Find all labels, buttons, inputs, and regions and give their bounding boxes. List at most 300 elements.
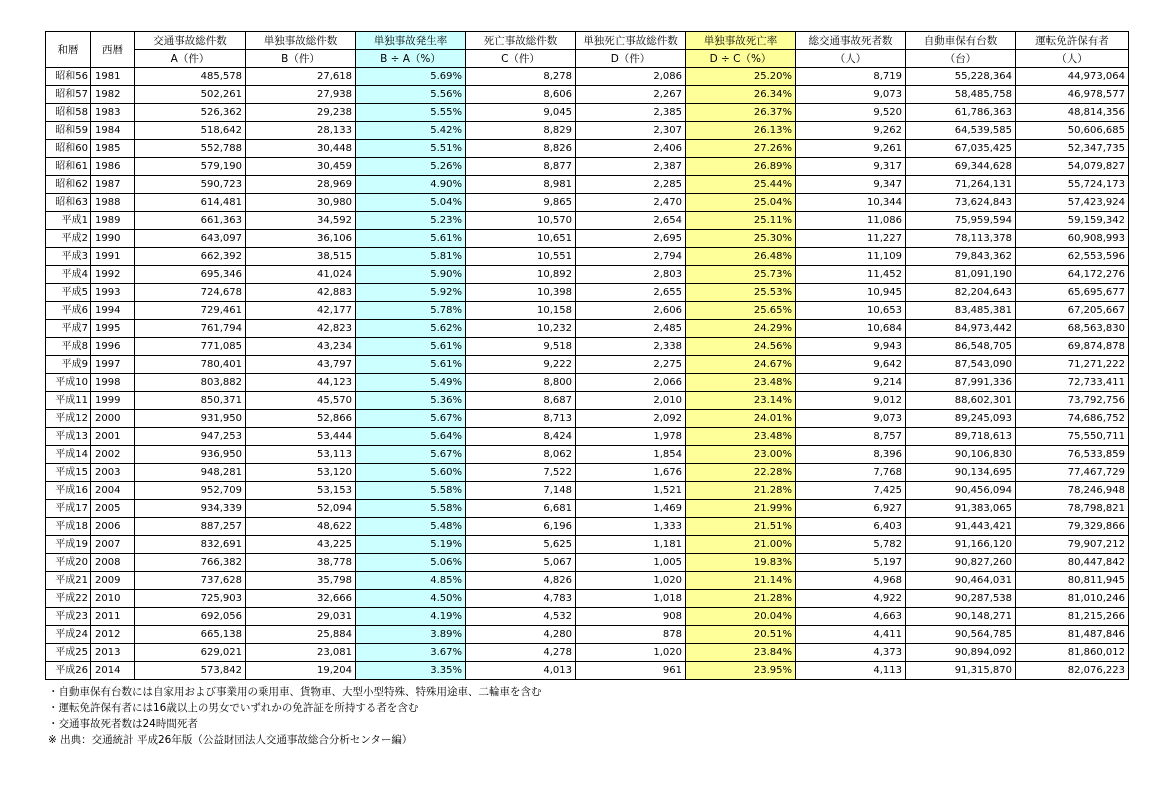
cell-era: 平成20 <box>46 554 91 572</box>
cell-single-accidents: 27,618 <box>246 68 356 86</box>
cell-total-accidents: 761,794 <box>135 320 246 338</box>
cell-era: 平成7 <box>46 320 91 338</box>
table-row <box>46 212 1129 230</box>
cell-era: 平成11 <box>46 392 91 410</box>
cell-single-accidents: 30,459 <box>246 158 356 176</box>
cell-fatal-accidents: 6,681 <box>466 500 576 518</box>
header-single-fatality-rate: 単独事故死亡率 <box>686 32 796 50</box>
cell-single-accident-rate: 5.19% <box>356 536 466 554</box>
header-total-accidents: 交通事故総件数 <box>135 32 246 50</box>
cell-total-deaths: 6,403 <box>796 518 906 536</box>
cell-single-fatal-accidents: 1,854 <box>576 446 686 464</box>
accident-statistics-table <box>45 31 1129 680</box>
cell-fatal-accidents: 4,280 <box>466 626 576 644</box>
cell-era: 昭和63 <box>46 194 91 212</box>
cell-era: 平成1 <box>46 212 91 230</box>
cell-fatal-accidents: 4,278 <box>466 644 576 662</box>
cell-single-accident-rate: 5.61% <box>356 338 466 356</box>
cell-fatal-accidents: 6,196 <box>466 518 576 536</box>
cell-total-deaths: 10,684 <box>796 320 906 338</box>
cell-total-deaths: 4,373 <box>796 644 906 662</box>
cell-fatal-accidents: 8,800 <box>466 374 576 392</box>
cell-single-accident-rate: 5.58% <box>356 500 466 518</box>
cell-vehicles-owned: 73,624,843 <box>906 194 1016 212</box>
cell-year: 1987 <box>91 176 135 194</box>
cell-total-accidents: 737,628 <box>135 572 246 590</box>
cell-fatal-accidents: 5,625 <box>466 536 576 554</box>
cell-single-fatality-rate: 25.20% <box>686 68 796 86</box>
cell-vehicles-owned: 91,315,870 <box>906 662 1016 680</box>
cell-single-accident-rate: 5.92% <box>356 284 466 302</box>
cell-era: 平成4 <box>46 266 91 284</box>
cell-single-fatal-accidents: 2,485 <box>576 320 686 338</box>
cell-total-accidents: 803,882 <box>135 374 246 392</box>
cell-license-holders: 81,010,246 <box>1016 590 1129 608</box>
cell-single-fatal-accidents: 1,333 <box>576 518 686 536</box>
cell-era: 平成16 <box>46 482 91 500</box>
cell-single-fatality-rate: 22.28% <box>686 464 796 482</box>
cell-total-accidents: 590,723 <box>135 176 246 194</box>
cell-single-accident-rate: 5.67% <box>356 446 466 464</box>
cell-era: 平成9 <box>46 356 91 374</box>
cell-era: 平成13 <box>46 428 91 446</box>
cell-single-accidents: 42,177 <box>246 302 356 320</box>
cell-single-accidents: 30,448 <box>246 140 356 158</box>
cell-license-holders: 54,079,827 <box>1016 158 1129 176</box>
header-fatal-accidents: 死亡事故総件数 <box>466 32 576 50</box>
cell-year: 2007 <box>91 536 135 554</box>
cell-era: 昭和59 <box>46 122 91 140</box>
cell-vehicles-owned: 88,602,301 <box>906 392 1016 410</box>
cell-single-fatal-accidents: 2,385 <box>576 104 686 122</box>
cell-total-deaths: 10,344 <box>796 194 906 212</box>
cell-single-accidents: 45,570 <box>246 392 356 410</box>
cell-fatal-accidents: 10,651 <box>466 230 576 248</box>
cell-total-deaths: 4,968 <box>796 572 906 590</box>
cell-license-holders: 82,076,223 <box>1016 662 1129 680</box>
cell-fatal-accidents: 8,424 <box>466 428 576 446</box>
cell-year: 1990 <box>91 230 135 248</box>
cell-total-deaths: 7,425 <box>796 482 906 500</box>
footnotes <box>48 684 542 748</box>
cell-total-deaths: 10,653 <box>796 302 906 320</box>
cell-total-deaths: 5,197 <box>796 554 906 572</box>
cell-single-accidents: 53,120 <box>246 464 356 482</box>
cell-single-accidents: 38,778 <box>246 554 356 572</box>
cell-single-accident-rate: 5.04% <box>356 194 466 212</box>
cell-era: 平成2 <box>46 230 91 248</box>
cell-total-accidents: 931,950 <box>135 410 246 428</box>
cell-single-accidents: 27,938 <box>246 86 356 104</box>
cell-vehicles-owned: 67,035,425 <box>906 140 1016 158</box>
cell-year: 1993 <box>91 284 135 302</box>
cell-total-accidents: 502,261 <box>135 86 246 104</box>
header-unit: （人） <box>1016 50 1129 68</box>
cell-single-accidents: 53,113 <box>246 446 356 464</box>
header-era: 和暦 <box>46 32 91 68</box>
cell-total-accidents: 665,138 <box>135 626 246 644</box>
cell-year: 1983 <box>91 104 135 122</box>
cell-fatal-accidents: 4,013 <box>466 662 576 680</box>
cell-single-accidents: 43,234 <box>246 338 356 356</box>
cell-vehicles-owned: 89,718,613 <box>906 428 1016 446</box>
cell-era: 昭和60 <box>46 140 91 158</box>
cell-single-fatal-accidents: 2,086 <box>576 68 686 86</box>
cell-single-accident-rate: 5.06% <box>356 554 466 572</box>
header-single-accidents: 単独事故総件数 <box>246 32 356 50</box>
table-row <box>46 518 1129 536</box>
cell-single-fatality-rate: 25.04% <box>686 194 796 212</box>
cell-year: 1998 <box>91 374 135 392</box>
cell-year: 1997 <box>91 356 135 374</box>
cell-total-accidents: 614,481 <box>135 194 246 212</box>
cell-single-fatal-accidents: 2,794 <box>576 248 686 266</box>
cell-total-accidents: 692,056 <box>135 608 246 626</box>
cell-single-accident-rate: 5.81% <box>356 248 466 266</box>
cell-single-fatality-rate: 20.04% <box>686 608 796 626</box>
table-row <box>46 86 1129 104</box>
cell-single-fatality-rate: 25.65% <box>686 302 796 320</box>
cell-vehicles-owned: 90,106,830 <box>906 446 1016 464</box>
cell-license-holders: 64,172,276 <box>1016 266 1129 284</box>
cell-single-accident-rate: 5.69% <box>356 68 466 86</box>
cell-vehicles-owned: 90,464,031 <box>906 572 1016 590</box>
header-single-accident-rate: 単独事故発生率 <box>356 32 466 50</box>
cell-fatal-accidents: 4,532 <box>466 608 576 626</box>
cell-single-accidents: 53,444 <box>246 428 356 446</box>
cell-license-holders: 44,973,064 <box>1016 68 1129 86</box>
cell-license-holders: 50,606,685 <box>1016 122 1129 140</box>
cell-single-fatality-rate: 26.13% <box>686 122 796 140</box>
cell-fatal-accidents: 7,522 <box>466 464 576 482</box>
cell-fatal-accidents: 10,398 <box>466 284 576 302</box>
cell-license-holders: 62,553,596 <box>1016 248 1129 266</box>
cell-era: 平成8 <box>46 338 91 356</box>
cell-total-deaths: 11,452 <box>796 266 906 284</box>
cell-total-accidents: 573,842 <box>135 662 246 680</box>
cell-vehicles-owned: 87,543,090 <box>906 356 1016 374</box>
cell-vehicles-owned: 79,843,362 <box>906 248 1016 266</box>
header-unit: B ÷ A（%） <box>356 50 466 68</box>
table-row <box>46 446 1129 464</box>
header-unit: D ÷ C（%） <box>686 50 796 68</box>
cell-single-fatality-rate: 24.01% <box>686 410 796 428</box>
cell-single-fatality-rate: 21.99% <box>686 500 796 518</box>
cell-total-accidents: 832,691 <box>135 536 246 554</box>
cell-year: 2009 <box>91 572 135 590</box>
cell-single-accident-rate: 5.26% <box>356 158 466 176</box>
cell-total-accidents: 850,371 <box>135 392 246 410</box>
cell-total-accidents: 771,085 <box>135 338 246 356</box>
cell-fatal-accidents: 9,222 <box>466 356 576 374</box>
cell-fatal-accidents: 10,551 <box>466 248 576 266</box>
cell-total-deaths: 10,945 <box>796 284 906 302</box>
cell-era: 平成21 <box>46 572 91 590</box>
cell-single-accidents: 28,969 <box>246 176 356 194</box>
cell-single-fatality-rate: 26.48% <box>686 248 796 266</box>
cell-total-deaths: 4,411 <box>796 626 906 644</box>
cell-single-accident-rate: 5.56% <box>356 86 466 104</box>
cell-year: 2004 <box>91 482 135 500</box>
cell-single-fatal-accidents: 1,676 <box>576 464 686 482</box>
cell-single-fatal-accidents: 1,181 <box>576 536 686 554</box>
cell-year: 1995 <box>91 320 135 338</box>
cell-total-deaths: 6,927 <box>796 500 906 518</box>
cell-single-accident-rate: 3.67% <box>356 644 466 662</box>
cell-single-fatal-accidents: 2,275 <box>576 356 686 374</box>
table-row <box>46 590 1129 608</box>
cell-fatal-accidents: 8,278 <box>466 68 576 86</box>
cell-vehicles-owned: 90,287,538 <box>906 590 1016 608</box>
table-row <box>46 410 1129 428</box>
cell-vehicles-owned: 90,894,092 <box>906 644 1016 662</box>
cell-single-accident-rate: 5.58% <box>356 482 466 500</box>
cell-single-accident-rate: 5.60% <box>356 464 466 482</box>
cell-total-accidents: 695,346 <box>135 266 246 284</box>
cell-fatal-accidents: 10,892 <box>466 266 576 284</box>
cell-single-fatality-rate: 25.30% <box>686 230 796 248</box>
cell-total-accidents: 887,257 <box>135 518 246 536</box>
table-row <box>46 644 1129 662</box>
cell-vehicles-owned: 55,228,364 <box>906 68 1016 86</box>
cell-single-fatality-rate: 25.53% <box>686 284 796 302</box>
table-row <box>46 320 1129 338</box>
cell-single-accident-rate: 5.49% <box>356 374 466 392</box>
cell-single-fatality-rate: 21.51% <box>686 518 796 536</box>
cell-single-fatal-accidents: 2,010 <box>576 392 686 410</box>
table-body <box>46 68 1129 680</box>
table-row <box>46 302 1129 320</box>
cell-era: 昭和56 <box>46 68 91 86</box>
cell-license-holders: 78,246,948 <box>1016 482 1129 500</box>
cell-single-fatal-accidents: 2,338 <box>576 338 686 356</box>
cell-year: 2008 <box>91 554 135 572</box>
cell-single-fatality-rate: 27.26% <box>686 140 796 158</box>
cell-era: 昭和62 <box>46 176 91 194</box>
cell-era: 平成22 <box>46 590 91 608</box>
cell-era: 平成10 <box>46 374 91 392</box>
table-row <box>46 68 1129 86</box>
cell-single-accidents: 53,153 <box>246 482 356 500</box>
cell-single-fatal-accidents: 2,066 <box>576 374 686 392</box>
cell-single-accidents: 29,238 <box>246 104 356 122</box>
cell-year: 1985 <box>91 140 135 158</box>
cell-single-accidents: 29,031 <box>246 608 356 626</box>
cell-single-fatality-rate: 24.56% <box>686 338 796 356</box>
cell-single-fatality-rate: 25.44% <box>686 176 796 194</box>
cell-single-fatal-accidents: 2,307 <box>576 122 686 140</box>
cell-single-fatal-accidents: 1,020 <box>576 572 686 590</box>
cell-single-accidents: 52,094 <box>246 500 356 518</box>
cell-single-fatal-accidents: 2,606 <box>576 302 686 320</box>
cell-single-accidents: 43,797 <box>246 356 356 374</box>
cell-single-fatality-rate: 26.34% <box>686 86 796 104</box>
cell-vehicles-owned: 78,113,378 <box>906 230 1016 248</box>
cell-license-holders: 74,686,752 <box>1016 410 1129 428</box>
cell-single-accident-rate: 5.42% <box>356 122 466 140</box>
table-row <box>46 482 1129 500</box>
cell-total-deaths: 9,012 <box>796 392 906 410</box>
cell-single-fatality-rate: 24.29% <box>686 320 796 338</box>
cell-single-fatal-accidents: 2,092 <box>576 410 686 428</box>
cell-total-deaths: 11,227 <box>796 230 906 248</box>
cell-total-accidents: 526,362 <box>135 104 246 122</box>
cell-single-fatal-accidents: 2,654 <box>576 212 686 230</box>
table-row <box>46 140 1129 158</box>
cell-fatal-accidents: 9,045 <box>466 104 576 122</box>
cell-license-holders: 69,874,878 <box>1016 338 1129 356</box>
cell-single-fatal-accidents: 961 <box>576 662 686 680</box>
cell-vehicles-owned: 64,539,585 <box>906 122 1016 140</box>
table-row <box>46 194 1129 212</box>
cell-vehicles-owned: 90,827,260 <box>906 554 1016 572</box>
cell-single-fatality-rate: 23.95% <box>686 662 796 680</box>
cell-era: 平成6 <box>46 302 91 320</box>
cell-single-fatality-rate: 25.11% <box>686 212 796 230</box>
cell-fatal-accidents: 8,829 <box>466 122 576 140</box>
cell-single-fatal-accidents: 2,655 <box>576 284 686 302</box>
cell-year: 2013 <box>91 644 135 662</box>
cell-era: 平成18 <box>46 518 91 536</box>
cell-single-fatal-accidents: 1,469 <box>576 500 686 518</box>
cell-year: 1986 <box>91 158 135 176</box>
table-row <box>46 536 1129 554</box>
cell-total-accidents: 725,903 <box>135 590 246 608</box>
table-row <box>46 230 1129 248</box>
cell-fatal-accidents: 8,981 <box>466 176 576 194</box>
cell-single-accidents: 42,823 <box>246 320 356 338</box>
cell-license-holders: 52,347,735 <box>1016 140 1129 158</box>
cell-single-accidents: 44,123 <box>246 374 356 392</box>
header-unit: D（件） <box>576 50 686 68</box>
cell-total-accidents: 947,253 <box>135 428 246 446</box>
table-row <box>46 608 1129 626</box>
cell-total-accidents: 485,578 <box>135 68 246 86</box>
cell-fatal-accidents: 8,826 <box>466 140 576 158</box>
cell-era: 平成15 <box>46 464 91 482</box>
header-unit: （人） <box>796 50 906 68</box>
cell-single-fatal-accidents: 1,018 <box>576 590 686 608</box>
cell-single-accident-rate: 5.64% <box>356 428 466 446</box>
cell-year: 2010 <box>91 590 135 608</box>
cell-license-holders: 55,724,173 <box>1016 176 1129 194</box>
cell-fatal-accidents: 8,062 <box>466 446 576 464</box>
table-row <box>46 338 1129 356</box>
cell-total-deaths: 9,520 <box>796 104 906 122</box>
table-row <box>46 392 1129 410</box>
cell-era: 平成23 <box>46 608 91 626</box>
cell-vehicles-owned: 91,166,120 <box>906 536 1016 554</box>
cell-vehicles-owned: 87,991,336 <box>906 374 1016 392</box>
note-vehicles: ・自動車保有台数には自家用および事業用の乗用車、貨物車、大型小型特殊、特殊用途車、二輪車を含む <box>48 686 542 698</box>
cell-single-accidents: 38,515 <box>246 248 356 266</box>
cell-year: 2003 <box>91 464 135 482</box>
cell-single-fatality-rate: 19.83% <box>686 554 796 572</box>
cell-license-holders: 81,487,846 <box>1016 626 1129 644</box>
cell-single-accidents: 32,666 <box>246 590 356 608</box>
table-row <box>46 104 1129 122</box>
cell-vehicles-owned: 89,245,093 <box>906 410 1016 428</box>
cell-single-accidents: 35,798 <box>246 572 356 590</box>
cell-total-accidents: 662,392 <box>135 248 246 266</box>
cell-single-accident-rate: 4.19% <box>356 608 466 626</box>
cell-single-fatality-rate: 23.84% <box>686 644 796 662</box>
header-license-holders: 運転免許保有者 <box>1016 32 1129 50</box>
cell-single-fatality-rate: 24.67% <box>686 356 796 374</box>
cell-single-accidents: 23,081 <box>246 644 356 662</box>
cell-vehicles-owned: 61,786,363 <box>906 104 1016 122</box>
cell-vehicles-owned: 69,344,628 <box>906 158 1016 176</box>
cell-single-accident-rate: 5.48% <box>356 518 466 536</box>
cell-total-deaths: 7,768 <box>796 464 906 482</box>
cell-license-holders: 77,467,729 <box>1016 464 1129 482</box>
cell-fatal-accidents: 5,067 <box>466 554 576 572</box>
cell-fatal-accidents: 4,826 <box>466 572 576 590</box>
cell-year: 1992 <box>91 266 135 284</box>
cell-single-fatal-accidents: 1,521 <box>576 482 686 500</box>
cell-year: 1989 <box>91 212 135 230</box>
cell-license-holders: 73,792,756 <box>1016 392 1129 410</box>
cell-total-deaths: 9,073 <box>796 86 906 104</box>
cell-total-deaths: 8,396 <box>796 446 906 464</box>
cell-total-accidents: 766,382 <box>135 554 246 572</box>
cell-total-accidents: 579,190 <box>135 158 246 176</box>
cell-year: 2001 <box>91 428 135 446</box>
cell-single-accident-rate: 5.51% <box>356 140 466 158</box>
cell-license-holders: 65,695,677 <box>1016 284 1129 302</box>
table-row <box>46 122 1129 140</box>
cell-total-deaths: 9,261 <box>796 140 906 158</box>
cell-total-accidents: 629,021 <box>135 644 246 662</box>
header-year: 西暦 <box>91 32 135 68</box>
cell-single-accident-rate: 5.55% <box>356 104 466 122</box>
cell-single-accident-rate: 5.62% <box>356 320 466 338</box>
cell-single-accidents: 30,980 <box>246 194 356 212</box>
cell-single-accident-rate: 5.78% <box>356 302 466 320</box>
cell-license-holders: 76,533,859 <box>1016 446 1129 464</box>
cell-license-holders: 75,550,711 <box>1016 428 1129 446</box>
cell-total-accidents: 934,339 <box>135 500 246 518</box>
header-single-fatal-accidents: 単独死亡事故総件数 <box>576 32 686 50</box>
cell-vehicles-owned: 75,959,594 <box>906 212 1016 230</box>
cell-single-fatal-accidents: 2,285 <box>576 176 686 194</box>
cell-era: 平成5 <box>46 284 91 302</box>
cell-year: 1994 <box>91 302 135 320</box>
cell-single-accidents: 28,133 <box>246 122 356 140</box>
cell-license-holders: 46,978,577 <box>1016 86 1129 104</box>
cell-single-fatality-rate: 23.48% <box>686 428 796 446</box>
cell-era: 昭和57 <box>46 86 91 104</box>
cell-year: 1996 <box>91 338 135 356</box>
cell-single-fatality-rate: 23.14% <box>686 392 796 410</box>
cell-era: 平成12 <box>46 410 91 428</box>
cell-era: 平成3 <box>46 248 91 266</box>
cell-year: 2006 <box>91 518 135 536</box>
cell-license-holders: 78,798,821 <box>1016 500 1129 518</box>
table-header <box>46 32 1129 68</box>
cell-vehicles-owned: 71,264,131 <box>906 176 1016 194</box>
cell-vehicles-owned: 81,091,190 <box>906 266 1016 284</box>
cell-total-accidents: 724,678 <box>135 284 246 302</box>
cell-total-deaths: 11,086 <box>796 212 906 230</box>
cell-single-accident-rate: 5.36% <box>356 392 466 410</box>
cell-total-deaths: 4,922 <box>796 590 906 608</box>
cell-total-deaths: 9,214 <box>796 374 906 392</box>
cell-total-deaths: 9,262 <box>796 122 906 140</box>
cell-total-accidents: 948,281 <box>135 464 246 482</box>
cell-year: 1981 <box>91 68 135 86</box>
cell-total-deaths: 9,073 <box>796 410 906 428</box>
